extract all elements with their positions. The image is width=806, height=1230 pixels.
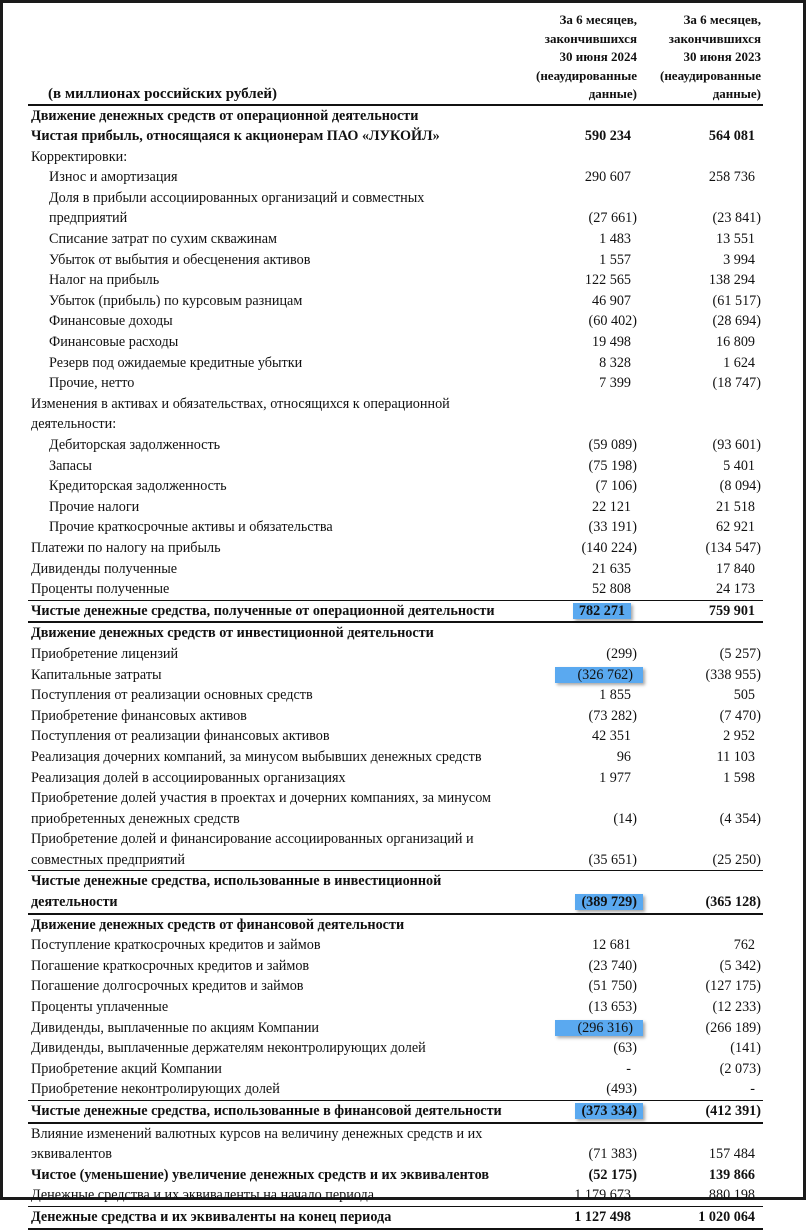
highlighted-value: (326 762) [555, 667, 643, 683]
row-label: Запасы [49, 457, 92, 474]
value-2024 [508, 188, 637, 229]
table-row [28, 976, 763, 997]
row-label: Капитальные затраты [31, 666, 162, 683]
table-row [28, 747, 763, 768]
value-2024-text: (13 653) [588, 999, 637, 1016]
row-label: Чистые денежные средства, полученные от операционной деятельности [31, 602, 495, 619]
value-2023-text: 759 901 [708, 602, 755, 619]
value-2024 [508, 579, 637, 600]
highlighted-value: (389 729) [575, 894, 643, 910]
row-label: Изменения в активах и обязательствах, относящихся к операционной деятельности: [31, 395, 450, 433]
value-2024-text: 46 907 [591, 292, 631, 309]
value-2023 [637, 914, 763, 936]
value-2024 [508, 935, 637, 956]
value-2024 [508, 147, 637, 168]
table-row [28, 829, 763, 871]
value-2023 [637, 788, 763, 829]
value-2023-text: (338 955) [705, 666, 761, 683]
value-2023-text: (134 547) [705, 539, 761, 556]
value-2024-text: (71 383) [588, 1146, 637, 1163]
table-row [28, 332, 763, 353]
value-2023 [637, 394, 763, 435]
row-label: Дебиторская задолженность [49, 437, 221, 453]
row-label: Доля в прибыли ассоциированных организаций и совместных предприятий [49, 189, 425, 227]
row-label: Движение денежных средств от операционной деятельности [31, 107, 419, 124]
column-header-2023: За 6 месяцев, закончившихся 30 июня 2023 (неаудированные данные) [659, 12, 761, 101]
value-2023 [637, 1206, 763, 1228]
value-2024 [508, 622, 637, 644]
value-2024 [508, 956, 637, 977]
value-2024-text: 1 557 [599, 251, 631, 268]
value-2023 [637, 188, 763, 229]
table-row [28, 517, 763, 538]
value-2024 [508, 332, 637, 353]
value-2023-text: 21 518 [715, 498, 755, 515]
value-2023-text: (266 189) [705, 1019, 761, 1036]
row-label: Поступления от реализации основных средств [31, 687, 313, 704]
table-row [28, 126, 763, 147]
table-row [28, 229, 763, 250]
table-row [28, 476, 763, 497]
value-2023 [637, 126, 763, 147]
value-2023-text: 13 551 [715, 231, 755, 248]
value-2024-text: 1 977 [599, 769, 631, 786]
row-label: Погашение долгосрочных кредитов и займов [31, 978, 304, 995]
value-2024-text: (35 651) [588, 851, 637, 868]
value-2023-text: 880 198 [708, 1187, 755, 1204]
value-2023 [637, 167, 763, 188]
value-2023 [637, 1165, 763, 1186]
value-2024 [508, 538, 637, 559]
value-2023-text: 1 020 064 [698, 1208, 755, 1225]
value-2023 [637, 229, 763, 250]
value-2024-text: (7 106) [595, 478, 637, 495]
row-label: Погашение краткосрочных кредитов и займов [31, 957, 310, 974]
row-label: Поступления от реализации финансовых активов [31, 728, 330, 745]
value-2023-text: (5 342) [719, 957, 761, 974]
row-label: Денежные средства и их эквиваленты на конец периода [31, 1208, 392, 1225]
row-label: Дивиденды, выплаченные по акциям Компании [31, 1019, 320, 1036]
row-label: Чистые денежные средства, использованные в инвестиционной деятельности [31, 873, 442, 911]
value-2024-text: (51 750) [588, 978, 637, 995]
column-header-2024: За 6 месяцев, закончившихся 30 июня 2024 (неаудированные данные) [535, 12, 637, 101]
value-2024-text: (493) [606, 1081, 637, 1098]
highlighted-value: (373 334) [575, 1103, 643, 1119]
value-2024-text: 42 351 [591, 728, 631, 745]
value-2024 [508, 976, 637, 997]
row-label: Движение денежных средств от финансовой деятельности [31, 916, 405, 933]
value-2024 [508, 997, 637, 1018]
value-2023-text: (2 073) [719, 1060, 761, 1077]
value-2023-text: (412 391) [705, 1103, 761, 1119]
value-2023-text: 3 994 [723, 251, 755, 268]
value-2023-text: (25 250) [712, 851, 761, 868]
value-2024-text: 1 855 [599, 687, 631, 704]
value-2023-text: (61 517) [712, 292, 761, 309]
value-2023-text: (93 601) [712, 437, 761, 453]
value-2023 [637, 1038, 763, 1059]
table-row [28, 665, 763, 686]
value-2024 [508, 685, 637, 706]
row-label: Платежи по налогу на прибыль [31, 539, 221, 556]
value-2023 [637, 871, 763, 914]
value-2024-text: 290 607 [584, 169, 631, 186]
value-2024-text: (75 198) [588, 457, 637, 474]
value-2023 [637, 685, 763, 706]
value-2023 [637, 976, 763, 997]
row-label: Приобретение акций Компании [31, 1060, 222, 1077]
table-row [28, 167, 763, 188]
value-2024 [508, 394, 637, 435]
value-2023-text: - [750, 1081, 755, 1098]
value-2023 [637, 270, 763, 291]
value-2024 [508, 250, 637, 271]
row-label: Приобретение долей участия в проектах и дочерних компаниях, за минусом приобретенных денежных средств [31, 790, 492, 827]
value-2024-text: 96 [616, 748, 631, 765]
row-label: Дивиденды, выплаченные держателям неконтролирующих долей [31, 1040, 426, 1057]
value-2023-text: 139 866 [708, 1166, 755, 1183]
row-label: Чистое (уменьшение) увеличение денежных средств и их эквивалентов [31, 1166, 489, 1183]
value-2023 [637, 497, 763, 518]
value-2023-text: 1 598 [723, 769, 755, 786]
value-2024 [508, 1185, 637, 1206]
value-2023 [637, 1185, 763, 1206]
value-2024-text: 12 681 [591, 937, 631, 954]
value-2023 [637, 1018, 763, 1039]
cash-flow-statement [28, 11, 763, 1230]
value-2024-text: 1 483 [599, 231, 631, 248]
value-2023 [637, 456, 763, 477]
value-2024-text: 122 565 [584, 272, 631, 289]
value-2023-text: 2 952 [723, 728, 755, 745]
value-2024 [508, 1123, 637, 1165]
value-2024-text: (14) [613, 810, 637, 827]
value-2023 [637, 726, 763, 747]
table-row [28, 579, 763, 600]
value-2023 [637, 747, 763, 768]
value-2024-text: (60 402) [588, 313, 637, 330]
table-row [28, 788, 763, 829]
row-label: Кредиторская задолженность [49, 478, 227, 495]
value-2024 [508, 105, 637, 127]
table-row [28, 373, 763, 394]
value-2024 [508, 497, 637, 518]
table-row [28, 644, 763, 665]
value-2024-text: - [626, 1060, 631, 1077]
section-heading-row [28, 622, 763, 644]
value-2024 [508, 270, 637, 291]
table-row [28, 768, 763, 789]
value-2024 [508, 1101, 637, 1123]
row-label: Прочие, нетто [49, 375, 135, 392]
value-2023-text: 24 173 [715, 581, 755, 598]
value-2023-text: (18 747) [712, 375, 761, 392]
value-2024-text: 22 121 [591, 498, 631, 515]
value-2023-text: 16 809 [715, 334, 755, 351]
value-2024-text: (73 282) [588, 707, 637, 724]
value-2023 [637, 559, 763, 580]
value-2023-text: 258 736 [708, 169, 755, 186]
value-2023 [637, 517, 763, 538]
value-2024 [508, 747, 637, 768]
value-2023 [637, 435, 763, 456]
value-2023-text: (365 128) [705, 894, 761, 911]
row-label: Чистые денежные средства, использованные в финансовой деятельности [31, 1103, 502, 1119]
value-2024 [508, 600, 637, 622]
value-2024 [508, 914, 637, 936]
value-2024-text: (299) [606, 645, 637, 662]
table-row [28, 435, 763, 456]
table-row [28, 250, 763, 271]
value-2024 [508, 311, 637, 332]
value-2023-text: 62 921 [715, 519, 755, 536]
total-row [28, 871, 763, 914]
row-label: Денежные средства и их эквиваленты на начало периода [31, 1187, 375, 1204]
value-2024-text: 8 328 [599, 354, 631, 371]
value-2023 [637, 147, 763, 168]
value-2023 [637, 373, 763, 394]
value-2024 [508, 768, 637, 789]
value-2023 [637, 997, 763, 1018]
row-label: Приобретение долей и финансирование ассоциированных организаций и совместных предприятий [31, 831, 474, 868]
value-2024 [508, 1206, 637, 1228]
table-row [28, 1018, 763, 1039]
value-2024 [508, 1038, 637, 1059]
row-label: Поступление краткосрочных кредитов и займов [31, 937, 321, 954]
value-2023 [637, 706, 763, 727]
table-row [28, 147, 763, 168]
value-2024 [508, 1059, 637, 1080]
value-2023 [637, 622, 763, 644]
value-2024-text: (59 089) [588, 437, 637, 453]
row-label: Проценты полученные [31, 581, 170, 598]
value-2023-text: (4 354) [719, 810, 761, 827]
row-label: Резерв под ожидаемые кредитные убытки [49, 354, 303, 371]
row-label: Приобретение финансовых активов [31, 707, 247, 724]
table-row [28, 559, 763, 580]
value-2023 [637, 1059, 763, 1080]
row-label: Приобретение неконтролирующих долей [31, 1081, 280, 1098]
value-2024-text: 7 399 [599, 375, 631, 392]
value-2023-text: (127 175) [705, 978, 761, 995]
table-row [28, 1185, 763, 1206]
value-2023 [637, 644, 763, 665]
table-row [28, 1165, 763, 1186]
value-2024 [508, 373, 637, 394]
highlighted-value: 782 271 [573, 603, 631, 619]
value-2023 [637, 768, 763, 789]
value-2024 [508, 706, 637, 727]
value-2023-text: 17 840 [715, 560, 755, 577]
value-2024-text: 19 498 [591, 334, 631, 351]
value-2023 [637, 1101, 763, 1123]
row-label: Финансовые доходы [49, 313, 173, 330]
row-label: Приобретение лицензий [31, 645, 179, 662]
table-row [28, 706, 763, 727]
table-row [28, 1059, 763, 1080]
total-row [28, 600, 763, 622]
value-2024 [508, 229, 637, 250]
value-2024-text: (23 740) [588, 957, 637, 974]
value-2023-text: (23 841) [712, 210, 761, 227]
value-2023 [637, 291, 763, 312]
table-row [28, 353, 763, 374]
value-2024 [508, 456, 637, 477]
row-label: Чистая прибыль, относящаяся к акционерам ПАО «ЛУКОЙЛ» [31, 128, 440, 145]
value-2023 [637, 311, 763, 332]
table-row [28, 956, 763, 977]
table-row [28, 188, 763, 229]
value-2023-text: (7 470) [719, 707, 761, 724]
value-2023-text: (28 694) [712, 313, 761, 330]
total-row [28, 1206, 763, 1228]
row-label: Списание затрат по сухим скважинам [49, 231, 278, 248]
row-label: Движение денежных средств от инвестиционной деятельности [31, 625, 434, 642]
value-2024-text: (140 224) [581, 539, 637, 556]
table-row [28, 456, 763, 477]
value-2023-text: 157 484 [708, 1146, 755, 1163]
value-2024-text: (33 191) [588, 519, 637, 536]
value-2024-text: 590 234 [584, 128, 631, 145]
row-label: Прочие налоги [49, 498, 140, 515]
value-2023 [637, 665, 763, 686]
value-2023 [637, 1123, 763, 1165]
value-2024 [508, 167, 637, 188]
table-row [28, 1079, 763, 1100]
value-2024 [508, 517, 637, 538]
value-2024 [508, 476, 637, 497]
cash-flow-table [28, 11, 763, 1230]
table-row [28, 685, 763, 706]
value-2023-text: 564 081 [708, 128, 755, 145]
row-label: Корректировки: [31, 148, 128, 165]
section-heading-row [28, 914, 763, 936]
value-2024 [508, 788, 637, 829]
row-label: Убыток (прибыль) по курсовым разницам [49, 292, 303, 309]
row-label: Финансовые расходы [49, 334, 179, 351]
value-2024 [508, 1079, 637, 1100]
value-2024-text: 1 179 673 [574, 1187, 631, 1204]
value-2024 [508, 1165, 637, 1186]
row-label: Влияние изменений валютных курсов на величину денежных средств и их эквивалентов [31, 1125, 483, 1163]
section-heading-row [28, 105, 763, 127]
value-2024 [508, 644, 637, 665]
value-2023 [637, 1079, 763, 1100]
value-2024-text: (63) [613, 1040, 637, 1057]
table-row [28, 997, 763, 1018]
value-2024 [508, 871, 637, 914]
value-2023-text: 505 [733, 687, 755, 704]
value-2023-text: (12 233) [712, 999, 761, 1016]
value-2024 [508, 726, 637, 747]
value-2024 [508, 829, 637, 871]
value-2024-text: (52 175) [588, 1166, 637, 1183]
table-row [28, 311, 763, 332]
value-2023-text: 5 401 [723, 457, 755, 474]
table-row [28, 291, 763, 312]
value-2023-text: (5 257) [719, 645, 761, 662]
total-row [28, 1101, 763, 1123]
table-row [28, 935, 763, 956]
value-2024 [508, 353, 637, 374]
value-2023 [637, 353, 763, 374]
value-2023 [637, 476, 763, 497]
value-2024 [508, 559, 637, 580]
value-2023 [637, 935, 763, 956]
value-2024 [508, 291, 637, 312]
value-2024-text: 52 808 [591, 581, 631, 598]
value-2024 [508, 435, 637, 456]
table-header [28, 11, 763, 105]
value-2023 [637, 538, 763, 559]
value-2023 [637, 105, 763, 127]
highlighted-value: (296 316) [555, 1020, 643, 1036]
value-2024 [508, 665, 637, 686]
row-label: Износ и амортизация [49, 169, 178, 186]
row-label: Реализация дочерних компаний, за минусом выбывших денежных средств [31, 748, 482, 765]
value-2024-text: (27 661) [588, 210, 637, 227]
table-row [28, 497, 763, 518]
value-2024-text: 21 635 [591, 560, 631, 577]
value-2023-text: 11 103 [716, 748, 755, 765]
table-row [28, 270, 763, 291]
value-2023-text: 762 [733, 937, 755, 954]
row-label: Реализация долей в ассоциированных организациях [31, 769, 346, 786]
table-row [28, 1123, 763, 1165]
value-2023 [637, 600, 763, 622]
value-2023-text: (8 094) [719, 478, 761, 495]
value-2023 [637, 250, 763, 271]
row-label: Проценты уплаченные [31, 999, 169, 1016]
row-label: Прочие краткосрочные активы и обязательства [49, 519, 333, 536]
value-2023 [637, 956, 763, 977]
row-label: Налог на прибыль [49, 272, 160, 289]
value-2023 [637, 829, 763, 871]
row-label: Убыток от выбытия и обесценения активов [49, 251, 311, 268]
value-2023 [637, 332, 763, 353]
table-row [28, 394, 763, 435]
value-2023 [637, 579, 763, 600]
row-label: Дивиденды полученные [31, 560, 178, 577]
table-row [28, 1038, 763, 1059]
value-2024 [508, 1018, 637, 1039]
value-2023-text: 1 624 [723, 354, 755, 371]
value-2024-text: 1 127 498 [574, 1208, 631, 1225]
value-2023-text: (141) [730, 1040, 761, 1057]
table-row [28, 726, 763, 747]
table-row [28, 538, 763, 559]
value-2023-text: 138 294 [708, 272, 755, 289]
units-label: (в миллионах российских рублей) [48, 85, 277, 102]
value-2024 [508, 126, 637, 147]
